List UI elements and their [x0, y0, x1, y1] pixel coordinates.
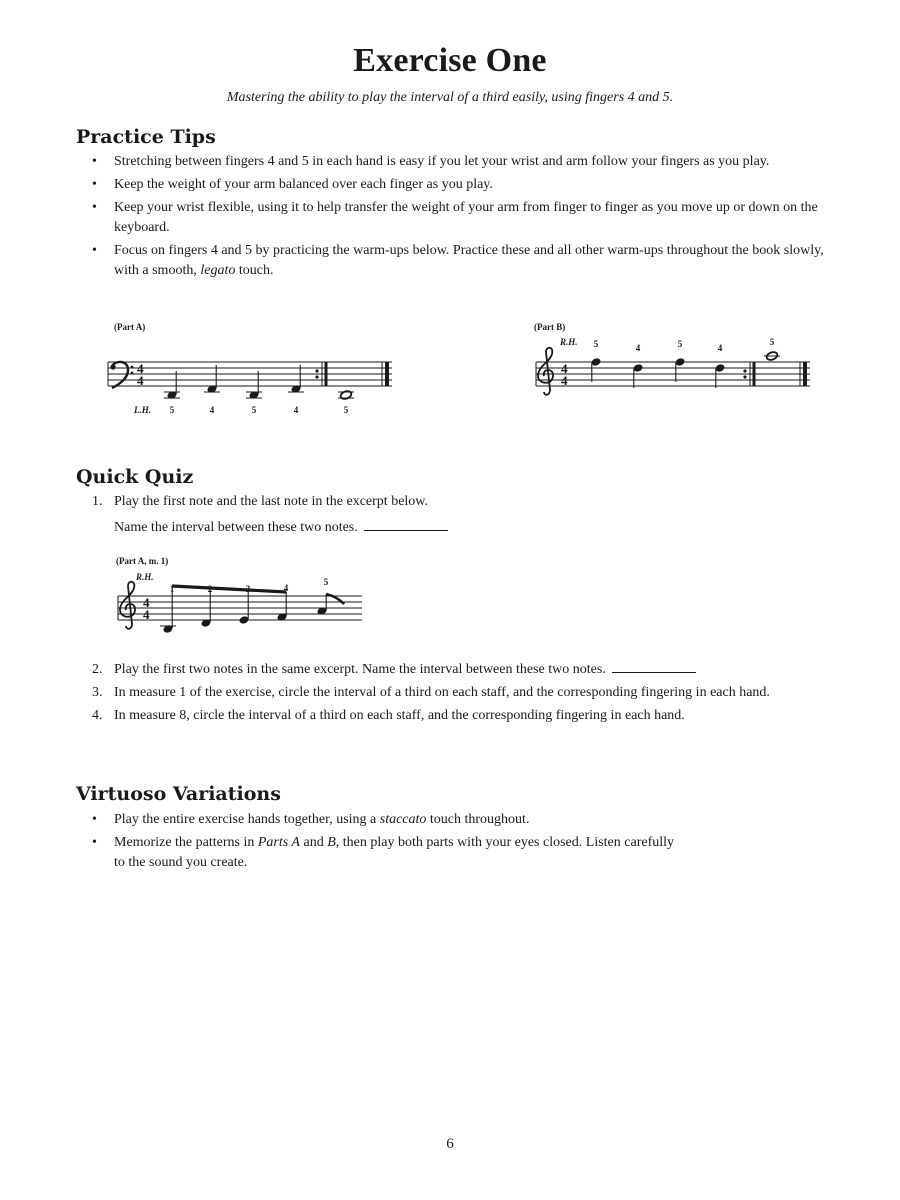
answer-blank[interactable]	[612, 660, 696, 673]
item-number: 2.	[92, 662, 103, 677]
item-number: 1.	[92, 494, 103, 509]
practice-tips-list	[76, 152, 836, 284]
text-run: , then play both parts with your eyes closed. Listen carefully to the sound you create.	[114, 835, 675, 870]
note-beam	[169, 584, 286, 594]
italic-term: B	[327, 835, 336, 850]
fingering-number: 1	[169, 584, 175, 594]
part-a-hand: L.H.	[134, 405, 151, 415]
page-title: Exercise One	[353, 42, 547, 79]
quiz-list-bottom	[76, 660, 836, 729]
virtuoso-list	[76, 810, 836, 876]
item-text: Play the first two notes in the same excerpt. Name the interval between these two notes.	[114, 662, 606, 677]
fingering-number: 5	[251, 405, 257, 415]
excerpt-label: (Part A, m. 1)	[116, 556, 169, 566]
text-run: touch.	[235, 263, 274, 278]
part-b-label: (Part B)	[534, 322, 566, 332]
text-run: and	[299, 835, 328, 850]
fingering-number: 4	[209, 405, 215, 415]
excerpt-fingerings	[170, 577, 329, 594]
fingering-number: 4	[635, 343, 641, 353]
part-b-fingerings	[594, 337, 775, 353]
list-item	[76, 810, 836, 830]
excerpt-notes	[160, 586, 344, 634]
list-item	[76, 706, 836, 726]
page-subtitle: Mastering the ability to play the interval of a third easily, using fingers 4 and 5.	[226, 90, 674, 105]
answer-blank[interactable]	[364, 518, 448, 531]
list-item: • Keep your wrist flexible, using it to help transfer the weight of your arm from finger to finger as you move up or down on the keyboard.	[76, 198, 836, 238]
page-number: 6	[446, 1136, 454, 1152]
time-signature-bottom: 4	[137, 373, 144, 388]
list-item	[76, 683, 836, 703]
part-a-label: (Part A)	[114, 322, 146, 332]
item-text: In measure 1 of the exercise, circle the interval of a third on each staff, and the corresponding fingering in each hand.	[114, 685, 770, 700]
part-a-staff	[100, 318, 400, 423]
italic-term: staccato	[379, 812, 427, 827]
excerpt-hand: R.H.	[136, 572, 154, 582]
practice-tips-heading: Practice Tips	[76, 126, 216, 148]
list-item: • Keep the weight of your arm balanced over each finger as you play.	[76, 175, 836, 195]
text-run: Play the entire exercise hands together, using a	[114, 812, 380, 827]
quiz-list-top	[76, 492, 836, 515]
fingering-number: 4	[283, 583, 289, 593]
fingering-number: 4	[717, 343, 723, 353]
item-subtext: Name the interval between these two notes.	[114, 520, 358, 535]
italic-term: Parts A	[257, 835, 300, 850]
list-item: • Stretching between fingers 4 and 5 in each hand is easy if you let your wrist and arm follow your fingers as you play.	[76, 152, 836, 172]
list-item	[76, 660, 836, 680]
treble-clef-icon	[538, 348, 553, 395]
item-text: Play the first note and the last note in the excerpt below.	[114, 494, 429, 509]
text-run: touch throughout.	[426, 812, 530, 827]
virtuoso-heading: Virtuoso Variations	[76, 783, 281, 805]
time-signature-bottom: 4	[143, 607, 150, 622]
treble-clef-icon	[120, 582, 135, 629]
fingering-number: 4	[293, 405, 299, 415]
time-signature-top: 4	[561, 361, 568, 376]
part-b-hand: R.H.	[560, 337, 578, 347]
fingering-number: 5	[323, 577, 329, 587]
item-number: 3.	[92, 685, 103, 700]
list-item	[76, 241, 836, 281]
fingering-number: 3	[245, 584, 251, 594]
part-a-fingerings	[170, 405, 349, 415]
italic-term: legato	[200, 263, 236, 278]
text-run: Focus on fingers 4 and 5 by practicing the warm-ups below. Practice these and all other warm-ups throughout the book slowly, with a smooth,	[114, 243, 824, 278]
time-signature-bottom: 4	[561, 373, 568, 388]
fingering-number: 5	[343, 405, 349, 415]
fingering-number: 5	[169, 405, 175, 415]
time-signature-top: 4	[143, 595, 150, 610]
fingering-number: 5	[677, 339, 683, 349]
fingering-number: 5	[593, 339, 599, 349]
fingering-number: 2	[207, 584, 213, 594]
quick-quiz-heading: Quick Quiz	[76, 466, 194, 488]
time-signature-top: 4	[137, 361, 144, 376]
part-b-staff	[528, 318, 818, 403]
text-run: Memorize the patterns in	[114, 835, 258, 850]
list-item	[76, 833, 674, 873]
list-item	[76, 492, 836, 512]
quiz-subline	[114, 518, 448, 538]
item-text: In measure 8, circle the interval of a third on each staff, and the corresponding fingering in each hand.	[114, 708, 685, 723]
item-number: 4.	[92, 708, 103, 723]
part-b-notes	[591, 351, 780, 388]
whole-note	[340, 390, 353, 401]
bass-clef-icon	[110, 362, 133, 388]
fingering-number: 5	[769, 337, 775, 347]
excerpt-staff	[110, 552, 370, 637]
